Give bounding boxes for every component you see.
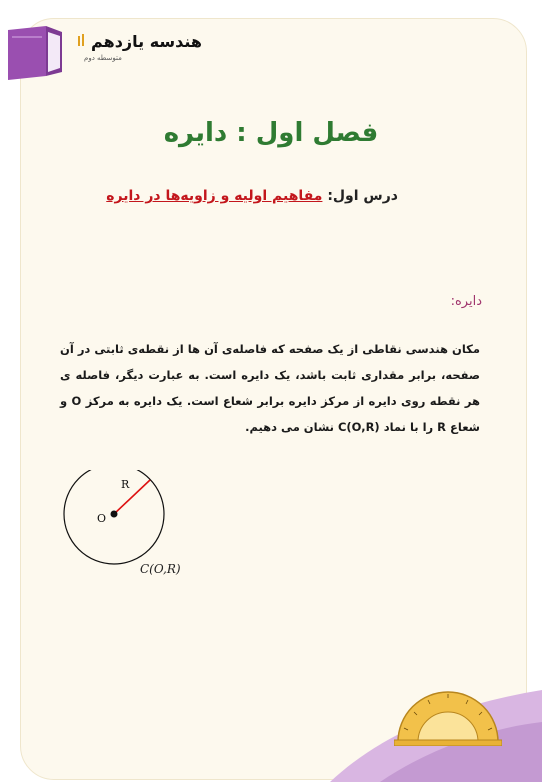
lesson-topic: مفاهیم اولیه و زاویه‌ها در دایره <box>106 188 323 204</box>
book-icon <box>6 18 70 80</box>
logo-accent-icon <box>76 34 92 48</box>
center-label: O <box>97 512 107 525</box>
lesson-prefix: درس اول: <box>327 188 398 204</box>
logo-subtext: متوسطه دوم <box>84 54 122 62</box>
logo-text: هندسه یازدهم <box>91 32 202 51</box>
protractor-icon <box>394 688 502 746</box>
lesson-heading <box>106 188 398 204</box>
section-label: دایره: <box>450 294 482 309</box>
chapter-title: فصل اول : دایره <box>163 118 379 148</box>
circle-caption: C(O,R) <box>140 562 181 576</box>
radius-label: R <box>121 478 130 491</box>
circle-diagram <box>58 470 178 570</box>
brand-logo <box>72 32 212 72</box>
definition-paragraph: مکان هندسی نقاطی از یک صفحه که فاصله‌ی آن ها از نقطه‌ی ثابتی در آن صفحه، برابر مقداری ثابت باشد، یک دایره است. به عبارت دیگر، فاصله ی هر نقطه روی دایره از مرکز دایره برابر شعاع است. یک دایره به مرکز O و شعاع R را با نماد C(O,R) نشان می دهیم. <box>60 342 480 434</box>
